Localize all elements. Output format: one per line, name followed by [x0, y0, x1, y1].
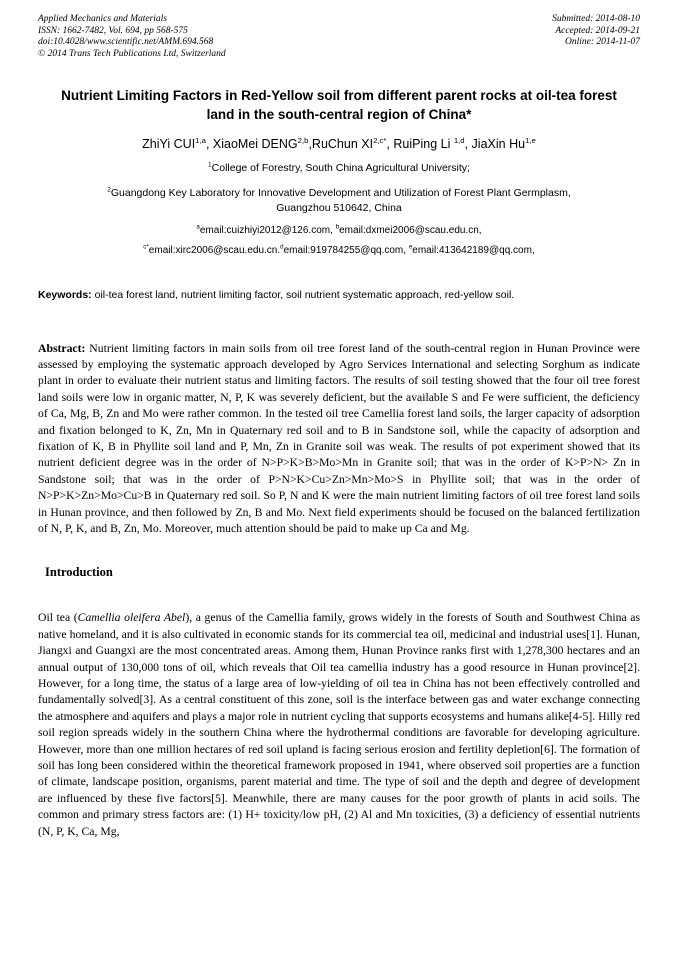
- superscript-marker: 2,b: [297, 135, 309, 145]
- text-segment: email:919784255@qq.com,: [283, 245, 409, 256]
- superscript-marker: 1,a: [195, 135, 206, 145]
- submission-dates: [552, 14, 640, 60]
- superscript-marker: e: [408, 243, 413, 251]
- introduction-paragraph: [38, 610, 640, 840]
- text-segment: Abstract:: [38, 341, 86, 355]
- text-segment: ZhiYi CUI: [142, 137, 196, 151]
- header-line: Accepted: 2014-09-21: [555, 25, 640, 36]
- text-segment: email:xirc2006@scau.edu.cn.: [148, 245, 281, 256]
- email-line-1: [38, 225, 640, 236]
- superscript-marker: c*: [143, 243, 149, 251]
- text-segment: Oil tea (: [38, 611, 78, 625]
- text-segment: , JiaXin Hu: [464, 137, 526, 151]
- text-segment: Keywords:: [38, 289, 92, 301]
- superscript-marker: a: [196, 223, 200, 231]
- header-line: Submitted: 2014-08-10: [552, 14, 640, 24]
- header-line: Applied Mechanics and Materials: [38, 14, 168, 24]
- text-segment: email:dxmei2006@scau.edu.cn,: [339, 225, 482, 236]
- paper-title: Nutrient Limiting Factors in Red-Yellow soil from different parent rocks at oil-tea forest land in the south-central region of China*: [61, 88, 617, 122]
- authors-line: [38, 137, 640, 151]
- text-segment: College of Forestry, South China Agricultural University;: [211, 162, 470, 174]
- affiliation-2: [38, 186, 640, 216]
- superscript-marker: 1,d: [453, 135, 465, 145]
- superscript-marker: 2: [107, 186, 111, 194]
- text-segment: ), a genus of the Camellia family, grows widely in the forests of South and Southwest China as native homeland, and it is also cultivated in economic stands for its commercial tea oil, medicinal and industrial uses[1]. Hunan, Jiangxi and Guangxi are the most concentrated areas. Among them, Hunan Province ranks first with 1,278,300 hectares and an annual output of 130,000 tons of oil, which reveals that Oil tea camellia industry has a good resource in Hunan province[2]. However, for a long time, the status of a large area of low-yielding of oil tea in China has not been effectively controlled and fundamentally solved[3]. As a central constituent of this zone, soil is the interface between gas and water exchange connecting the atmosphere and aquifers and plays a major role in nutrient cycling that supports ecosystems and humans alike[4-5]. Hilly red soil region spreads widely in the southern China where the hydrothermal conditions are favorable for developing agriculture. However, more than one million hectares of red soil upland is facing serious erosion and fertility depletion[6]. The formation of soil has long been considered within the theoretical framework proposed in 1941, where observed soil properties are a function of climate, landscape position, organisms, parent material and time. The type of soil and the depth and degree of development are influenced by these five factors[5]. Meanwhile, there are many causes for the poor growth of plants in acid soils. The common and primary stress factors are: (1) H+ toxicity/low pH, (2) Al and Mn toxicities, (3) a deficiency of essential nutrients (N, P, K, Ca, Mg,: [38, 611, 640, 838]
- email-line-2: [38, 245, 640, 256]
- text-segment: email:413642189@qq.com,: [412, 245, 535, 256]
- header-line: doi:10.4028/www.scientific.net/AMM.694.568: [38, 37, 214, 47]
- text-segment: Camellia oleifera Abel: [77, 611, 186, 625]
- header-line: Online: 2014-11-07: [564, 37, 640, 47]
- keywords-paragraph: [38, 288, 640, 303]
- journal-info: [38, 14, 226, 60]
- superscript-marker: 2,c*: [373, 135, 387, 145]
- text-segment: email:cuizhiyi2012@126.com,: [199, 225, 336, 236]
- affiliation-1: [38, 161, 640, 176]
- text-segment: ,RuChun XI: [308, 137, 374, 151]
- text-segment: , RuiPing Li: [386, 137, 454, 151]
- text-segment: Guangdong Key Laboratory for Innovative Development and Utilization of Forest Plant Germplasm, Guangzhou 510642, China: [110, 187, 571, 214]
- superscript-marker: 1: [208, 161, 212, 169]
- section-heading-introduction: Introduction: [45, 565, 113, 580]
- superscript-marker: 1,e: [525, 135, 536, 145]
- superscript-marker: b: [335, 223, 340, 231]
- journal-header: [38, 14, 640, 60]
- header-line: © 2014 Trans Tech Publications Ltd, Switzerland: [38, 48, 226, 59]
- header-line: ISSN: 1662-7482, Vol. 694, pp 568-575: [38, 25, 188, 36]
- text-segment: , XiaoMei DENG: [205, 137, 298, 151]
- text-segment: Nutrient limiting factors in main soils from oil tree forest land of the south-central region in Hunan Province were assessed by employing the systematic approach developed by Agro Services International and selecting Sorghum as indicate plant in order to evaluate their nutrient status and limiting factors. The results of soil testing showed that the four oil tree forest land soils were low in organic matter, N, P, K was severely deficient, but the available S and Fe were sufficient, the deficiency of Ca, Mg, B, Zn and Mo were rather common. In the tested oil tree Camellia forest land soils, the larger capacity of adsorption and fixation belonged to K, Zn, Mn in Quaternary red soil and to B in Sandstone soil, while the capacity of adsorption and fixation of K, B in Phyllite soil land and P, Mn, Zn in Granite soil was weak. The results of pot experiment showed that its nutrient deficient degree was in the order of N>P>K>B>Mo>Mn in Granite soil; that was in the order of K>P>N> Zn in Sandstone soil; that was in the order of P>N>K>Cu>Zn>Mn>Mo>S in Phyllite soil; that was in the order of N>P>K>Zn>Mo>Cu>B in Quaternary red soil. So P, N and K were the main nutrient limiting factors of oil tree forest land soils in Hunan province, and then followed by Zn, B and Mo. Next field experiments should be focused on the balanced fertilization of N, P, K, and B, Zn, Mo. Moreover, much attention should be paid to make up Ca and Mg.: [38, 341, 640, 535]
- abstract-paragraph: [38, 341, 640, 538]
- superscript-marker: d: [280, 243, 284, 251]
- text-segment: oil-tea forest land, nutrient limiting factor, soil nutrient systematic approach, red-yellow soil.: [91, 289, 515, 301]
